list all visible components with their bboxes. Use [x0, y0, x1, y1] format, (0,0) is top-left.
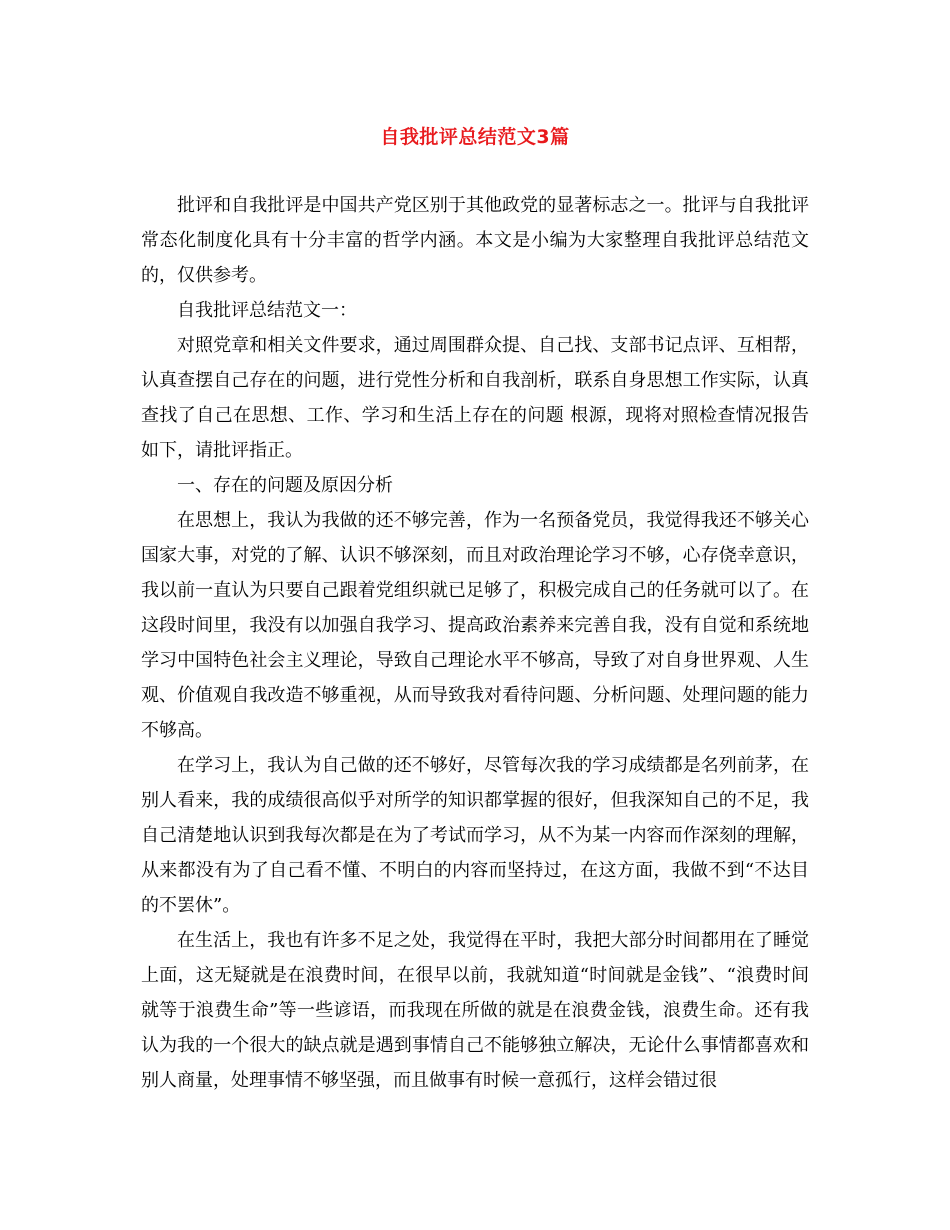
document-body: [141, 188, 809, 1098]
paragraph-intro: 批评和自我批评是中国共产党区别于其他政党的显著标志之一。批评与自我批评常态化制度化具有十分丰富的哲学内涵。本文是小编为大家整理自我批评总结范文的，仅供参考。: [141, 195, 809, 286]
paragraph-life: 在生活上，我也有许多不足之处，我觉得在平时，我把大部分时间都用在了睡觉上面，这无疑就是在浪费时间，在很早以前，我就知道“时间就是金钱”、“浪费时间就等于浪费生命”等一些谚语，而我现在所做的就是在浪费金钱，浪费生命。还有我认为我的一个很大的缺点就是遇到事情自己不能够独立解决，无论什么事情都喜欢和别人商量，处理事情不够坚强，而且做事有时候一意孤行，这样会错过很: [141, 930, 809, 1091]
paragraph-study: 在学习上，我认为自己做的还不够好，尽管每次我的学习成绩都是名列前茅，在别人看来，我的成绩很高似乎对所学的知识都掌握的很好，但我深知自己的不足，我自己清楚地认识到我每次都是在为了考试而学习，从不为某一内容而作深刻的理解，从来都没有为了自己看不懂、不明白的内容而坚持过，在这方面，我做不到“不达目的不罢休”。: [141, 755, 809, 916]
paragraph-section-heading: 自我批评总结范文一：: [177, 300, 357, 321]
paragraph-subheading: 一、存在的问题及原因分析: [177, 475, 393, 496]
document-title: 自我批评总结范文3篇: [380, 126, 570, 148]
paragraph-overview: 对照党章和相关文件要求，通过周围群众提、自己找、支部书记点评、互相帮，认真查摆自己存在的问题，进行党性分析和自我剖析，联系自身思想工作实际，认真查找了自己在思想、工作、学习和生活上存在的问题 根源，现将对照检查情况报告如下，请批评指正。: [141, 335, 809, 461]
paragraph-thought: 在思想上，我认为我做的还不够完善，作为一名预备党员，我觉得我还不够关心国家大事，对党的了解、认识不够深刻，而且对政治理论学习不够，心存侥幸意识，我以前一直认为只要自己跟着党组织就已足够了，积极完成自己的任务就可以了。在这段时间里，我没有以加强自我学习、提高政治素养来完善自我，没有自觉和系统地学习中国特色社会主义理论，导致自己理论水平不够高，导致了对自身世界观、人生观、价值观自我改造不够重视，从而导致我对看待问题、分析问题、处理问题的能力不够高。: [141, 510, 809, 741]
